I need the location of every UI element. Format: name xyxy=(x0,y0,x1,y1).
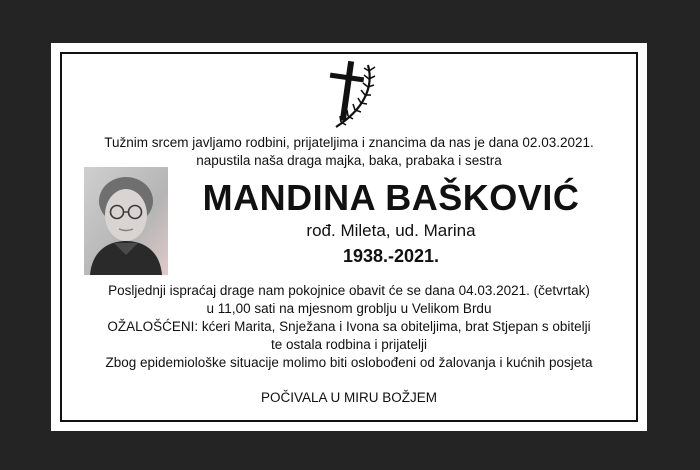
mourners-line-2: te ostala rodbina i prijatelji xyxy=(270,337,428,352)
intro-line-2: napustila naša draga majka, baka, prabaka i sestra xyxy=(196,153,502,168)
cross-with-palm-branch-icon xyxy=(322,57,378,133)
obituary-card xyxy=(51,43,647,431)
intro-line-1: Tužnim srcem javljamo rodbini, prijateljima i znancima da nas je dana 02.03.2021. xyxy=(104,135,594,150)
life-years: 1938.-2021. xyxy=(342,246,440,266)
portrait-photo xyxy=(84,167,168,275)
deceased-name: MANDINA BAŠKOVIĆ xyxy=(202,177,580,218)
funeral-info-line-1: Posljednji ispraćaj drage nam pokojnice obavit će se dana 04.03.2021. (četvrtak) xyxy=(108,283,590,298)
epidemic-note: Zbog epidemiološke situacije molimo biti oslobođeni od žalovanja i kućnih posjeta xyxy=(105,355,593,370)
maiden-name: rođ. Mileta, ud. Marina xyxy=(306,221,476,240)
closing-blessing: POČIVALA U MIRU BOŽJEM xyxy=(260,390,438,405)
funeral-info-line-2: u 11,00 sati na mjesnom groblju u Velikom Brdu xyxy=(206,301,492,316)
mourners-line-1: OŽALOŠĆENI: kćeri Marita, Snježana i Ivona sa obiteljima, brat Stjepan s obitelji xyxy=(107,319,591,334)
